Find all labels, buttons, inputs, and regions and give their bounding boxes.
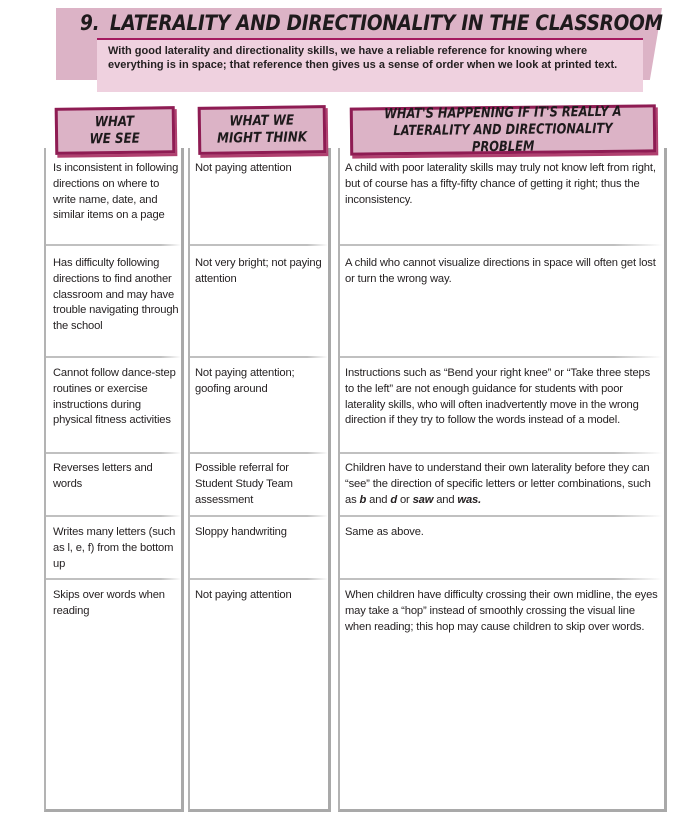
letter-b: b <box>359 493 367 506</box>
header-label: WHAT WE SEE <box>89 113 141 147</box>
cell-whats-happening: When children have difficulty crossing their own midline, the eyes may take a “hop” instead of smoothly crossing the visual line when reading; this hop may cause children to skip over words. <box>345 589 658 633</box>
section-title: LATERALITY AND DIRECTIONALITY IN THE CLASSROOM <box>109 11 663 35</box>
happening-text: and <box>366 493 391 506</box>
cell-what-we-might-think: Possible referral for Student Study Team assessment <box>195 462 293 506</box>
cell-what-we-see: Has difficulty following directions to find another classroom and may have trouble navigating through the school <box>53 257 179 333</box>
word-saw: saw <box>412 493 434 506</box>
row-divider <box>340 452 662 454</box>
cell-what-we-see: Skips over words when reading <box>53 589 165 617</box>
cell-what-we-see: Cannot follow dance-step routines or exercise instructions during physical fitness activities <box>53 367 176 427</box>
header-what-we-might-think <box>198 105 327 155</box>
row-divider <box>190 578 328 580</box>
cell-whats-happening: Same as above. <box>345 526 424 538</box>
cell-what-we-might-think: Not very bright; not paying attention <box>195 257 322 285</box>
intro-text: With good laterality and directionality skills, we have a reliable reference for knowing where everything is in space; that reference then gives us a sense of order when we look at printed text. <box>108 45 618 71</box>
row-divider <box>46 356 181 358</box>
row-divider <box>190 452 328 454</box>
cell-what-we-might-think: Not paying attention <box>195 589 292 601</box>
page-title <box>80 9 663 37</box>
cell-whats-happening: A child who cannot visualize directions in space will often get lost or turn the wrong way. <box>345 257 656 285</box>
row-divider <box>340 244 662 246</box>
section-number: 9. <box>80 11 100 35</box>
cell-what-we-see: Writes many letters (such as l, e, f) from the bottom up <box>53 526 176 570</box>
header-label: WHAT'S HAPPENING IF IT'S REALLY A LATERALITY AND DIRECTIONALITY PROBLEM <box>384 103 622 155</box>
happening-text: and <box>433 493 458 506</box>
row-divider <box>190 515 328 517</box>
cell-whats-happening: Instructions such as “Bend your right knee” or “Take three steps to the left” are not enough guidance for students with poor laterality skills, who will often inadvertently move in the wrong direction if they try to follow the words instead of a model. <box>345 367 651 427</box>
cell-what-we-might-think: Sloppy handwriting <box>195 526 287 538</box>
row-divider <box>340 356 662 358</box>
happening-text: Children have to understand their own laterality before they can “see” the direction of specific letters or letter combinations, such as <box>345 462 651 506</box>
row-divider <box>340 515 662 517</box>
row-divider <box>340 578 662 580</box>
word-was: was. <box>457 493 482 506</box>
row-divider <box>46 515 181 517</box>
row-divider <box>190 244 328 246</box>
happening-text: or <box>397 493 413 506</box>
row-divider <box>190 356 328 358</box>
header-whats-happening <box>350 104 656 155</box>
letter-d: d <box>390 493 397 506</box>
cell-what-we-might-think: Not paying attention; goofing around <box>195 367 295 395</box>
cell-whats-happening <box>345 461 660 508</box>
row-divider <box>46 452 181 454</box>
header-what-we-see <box>55 106 176 155</box>
row-divider <box>46 578 181 580</box>
cell-what-we-see: Reverses letters and words <box>53 462 153 490</box>
cell-whats-happening: A child with poor laterality skills may truly not know left from right, but of course has a fifty-fifty chance of getting it right; thus the inconsistency. <box>345 162 656 206</box>
cell-what-we-see: Is inconsistent in following directions on where to write name, date, and similar items on a page <box>53 162 179 222</box>
row-divider <box>46 244 181 246</box>
cell-what-we-might-think: Not paying attention <box>195 162 292 174</box>
header-label: WHAT WE MIGHT THINK <box>217 112 308 147</box>
